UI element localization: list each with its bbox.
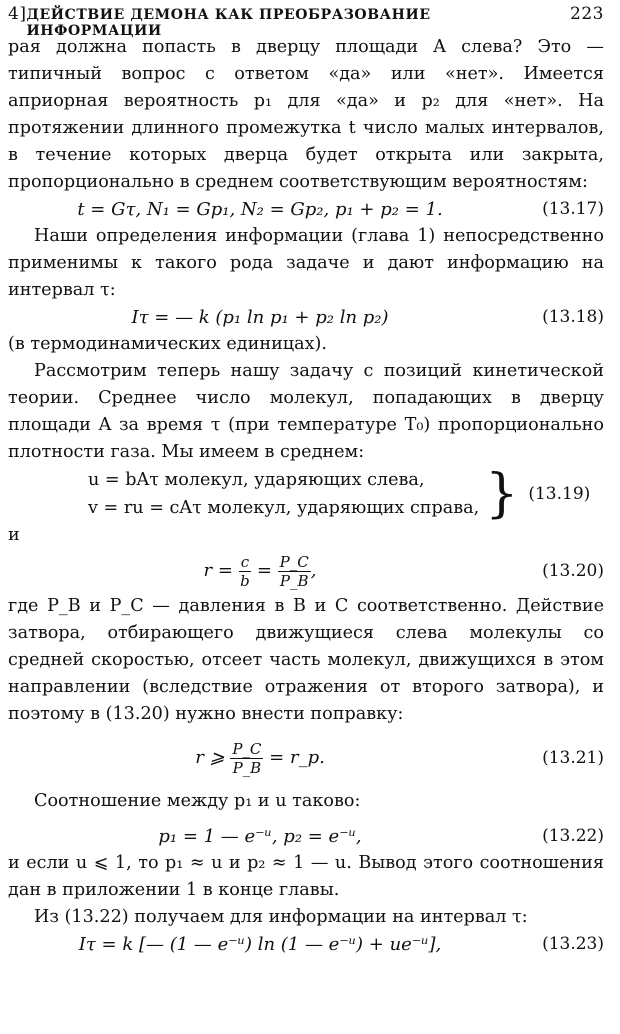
equation-number: (13.22) [542, 826, 604, 846]
paragraph: и если u ⩽ 1, то p₁ ≈ u и p₂ ≈ 1 — u. Вывод этого соотношения дан в приложении 1 в конце главы. [8, 853, 604, 900]
paragraph: Рассмотрим теперь нашу задачу с позиций кинетической теории. Среднее число молекул, попадающих в дверцу площади A за время τ (при температуре T₀) пропорционально плотности газа. Мы имеем в среднем: [8, 361, 604, 462]
equation-13-21 [8, 736, 604, 780]
denominator: P_B [279, 571, 309, 590]
equation-13-22 [8, 823, 604, 850]
numerator: P_C [232, 739, 262, 758]
denominator: b [240, 571, 250, 590]
fraction [230, 740, 263, 777]
equation-body: p₁ = 1 — e⁻ᵘ, p₂ = e⁻ᵘ, [158, 826, 362, 847]
equation-lhs: r ⩾ [195, 747, 225, 768]
numerator: P_C [279, 552, 309, 571]
section-number: 4] [8, 4, 27, 24]
equation-number: (13.17) [542, 199, 604, 219]
equation-number: (13.19) [528, 484, 591, 504]
equation-13-23 [8, 931, 604, 958]
equation-row: v = ru = cAτ молекул, ударяющих справа, [88, 498, 480, 518]
equation-body: Iτ = — k (p₁ ln p₁ + p₂ ln p₂) [131, 307, 389, 328]
right-brace: } [485, 464, 519, 524]
equation-body: t = Gτ, N₁ = Gp₁, N₂ = Gp₂, p₁ + p₂ = 1. [77, 199, 443, 220]
equation-number: (13.21) [542, 748, 604, 768]
conjunction: и [8, 525, 20, 545]
equation-body: Iτ = k [— (1 — e⁻ᵘ) ln (1 — e⁻ᵘ) + ue⁻ᵘ], [78, 934, 442, 955]
equation-lhs: r = [203, 560, 233, 581]
paragraph: Наши определения информации (глава 1) непосредственно применимы к такого рода задаче и дают информацию на интервал τ: [8, 226, 604, 300]
equation-number: (13.20) [542, 561, 604, 581]
numerator: c [240, 552, 250, 571]
fraction [239, 553, 251, 590]
equation-system-13-19 [88, 466, 604, 522]
equation-number: (13.18) [542, 307, 604, 327]
equation-body [8, 736, 512, 780]
paragraph: Из (13.22) получаем для информации на интервал τ: [34, 907, 528, 927]
equation-13-18 [8, 304, 604, 331]
page-number: 223 [570, 4, 604, 24]
equation-body [8, 549, 512, 593]
equals-sign: = [256, 560, 272, 581]
equation-rhs: = r_p. [269, 747, 325, 768]
equation-tail: , [310, 560, 317, 581]
fraction [278, 553, 311, 590]
equation-number: (13.23) [542, 934, 604, 954]
paragraph: рая должна попасть в дверцу площади A слева? Это — типичный вопрос с ответом «да» или «нет». Имеется априорная вероятность p₁ для «да» и p₂ для «нет». На протяжении длинного промежутка t число малых интервалов, в течение которых дверца будет открыта или закрыта, пропорционально в среднем соответствующим вероятностям: [8, 37, 604, 192]
equation-row: u = bAτ молекул, ударяющих слева, [88, 470, 425, 490]
paragraph: где P_B и P_C — давления в B и C соответственно. Действие затвора, отбирающего движущиеся слева молекулы со средней скоростью, отсеет часть молекул, движущихся в этом направлении (вследствие отражения от второго затвора), и поэтому в (13.20) нужно внести поправку: [8, 596, 604, 724]
running-header [8, 0, 604, 39]
running-title: ДЕЙСТВИЕ ДЕМОНА КАК ПРЕОБРАЗОВАНИЕ ИНФОРМАЦИИ [26, 7, 431, 39]
paragraph: Соотношение между p₁ и u таково: [34, 791, 361, 811]
equation-13-20 [8, 549, 604, 593]
denominator: P_B [232, 758, 262, 777]
equation-13-17 [8, 196, 604, 223]
paragraph: (в термодинамических единицах). [8, 334, 327, 354]
